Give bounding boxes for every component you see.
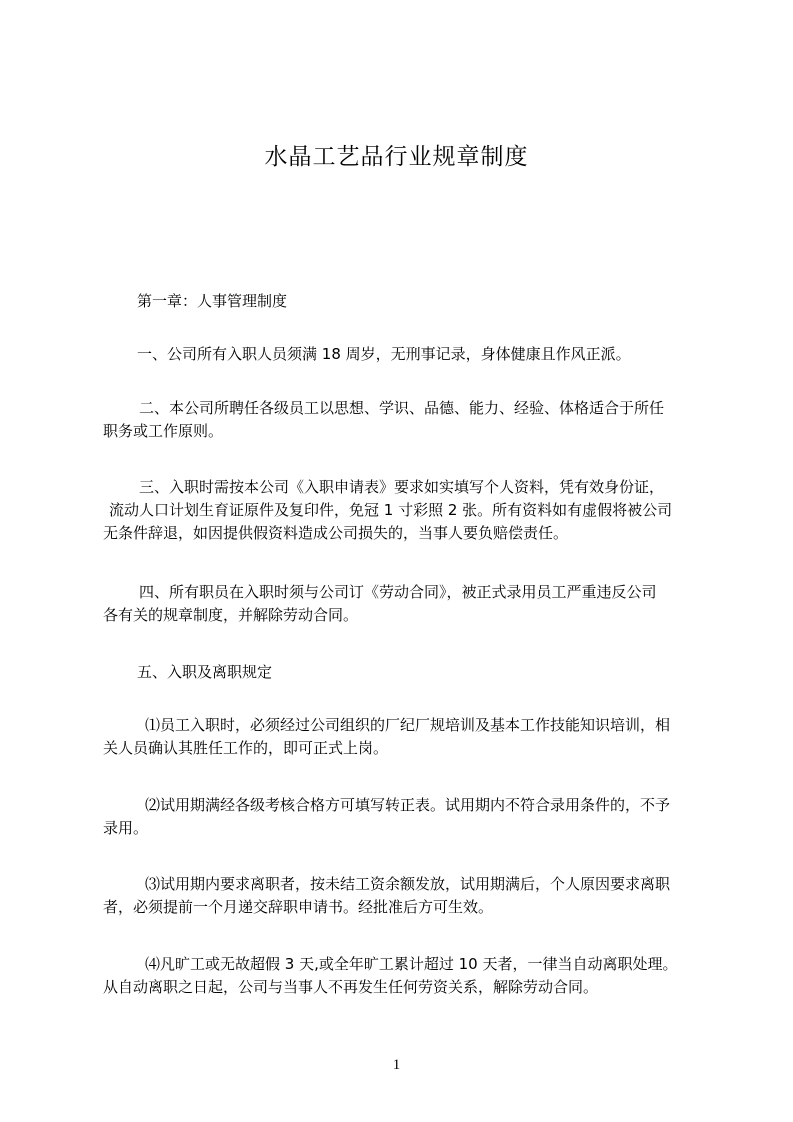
chapter-heading <box>137 290 287 313</box>
paragraph-line: ⑵试用期满经各级考核合格方可填写转正表。试用期内不符合录用条件的，不予 <box>145 796 671 814</box>
chapter-heading-text: 第一章：人事管理制度 <box>137 292 288 310</box>
paragraph-9 <box>103 953 677 999</box>
paragraph-5 <box>137 661 272 684</box>
paragraph-line: ⑶试用期内要求离职者，按未结工资余额发放，试用期满后，个人原因要求离职 <box>145 875 671 893</box>
paragraph-line: ⑷凡旷工或无故超假 3 天,或全年旷工累计超过 10 天者，一律当自动离职处理。 <box>145 955 678 973</box>
paragraph-line: 从自动离职之日起，公司与当事人不再发生任何劳资关系，解除劳动合同。 <box>103 978 599 996</box>
paragraph-8 <box>103 873 670 919</box>
paragraph-line: 无条件辞退，如因提供假资料造成公司损失的，当事人要负赔偿责任。 <box>103 524 569 542</box>
paragraph-line: ⑴员工入职时，必须经过公司组织的厂纪厂规培训及基本工作技能知识培训，相 <box>145 716 671 734</box>
paragraph-line: 各有关的规章制度，并解除劳动合同。 <box>103 606 359 624</box>
page-number: 1 <box>392 1057 401 1073</box>
paragraph-line: 三、入职时需按本公司《入职申请表》要求如实填写个人资料，凭有效身份证， <box>139 478 665 496</box>
paragraph-line: 关人员确认其胜任工作的，即可正式上岗。 <box>103 739 389 757</box>
paragraph-line: 一、公司所有入职人员须满 18 周岁，无刑事记录，身体健康且作风正派。 <box>137 345 631 363</box>
paragraph-line: 职务或工作原则。 <box>103 422 224 440</box>
paragraph-2 <box>103 397 664 443</box>
paragraph-4 <box>103 581 657 627</box>
paragraph-7 <box>103 794 670 840</box>
paragraph-line: 二、本公司所聘任各级员工以思想、学识、品德、能力、经验、体格适合于所任 <box>139 399 665 417</box>
paragraph-line: 流动人口计划生育证原件及复印件，免冠 1 寸彩照 2 张。所有资料如有虚假将被公司 <box>109 501 673 519</box>
paragraph-line: 录用。 <box>103 819 149 837</box>
paragraph-6 <box>103 714 670 760</box>
paragraph-line: 者，必须提前一个月递交辞职申请书。经批准后方可生效。 <box>103 898 494 916</box>
paragraph-1 <box>137 343 631 366</box>
paragraph-line: 五、入职及离职规定 <box>137 663 273 681</box>
paragraph-3 <box>103 476 672 545</box>
document-title: 水晶工艺品行业规章制度 <box>264 144 529 170</box>
paragraph-line: 四、所有职员在入职时须与公司订《劳动合同》，被正式录用员工严重违反公司 <box>139 583 657 601</box>
